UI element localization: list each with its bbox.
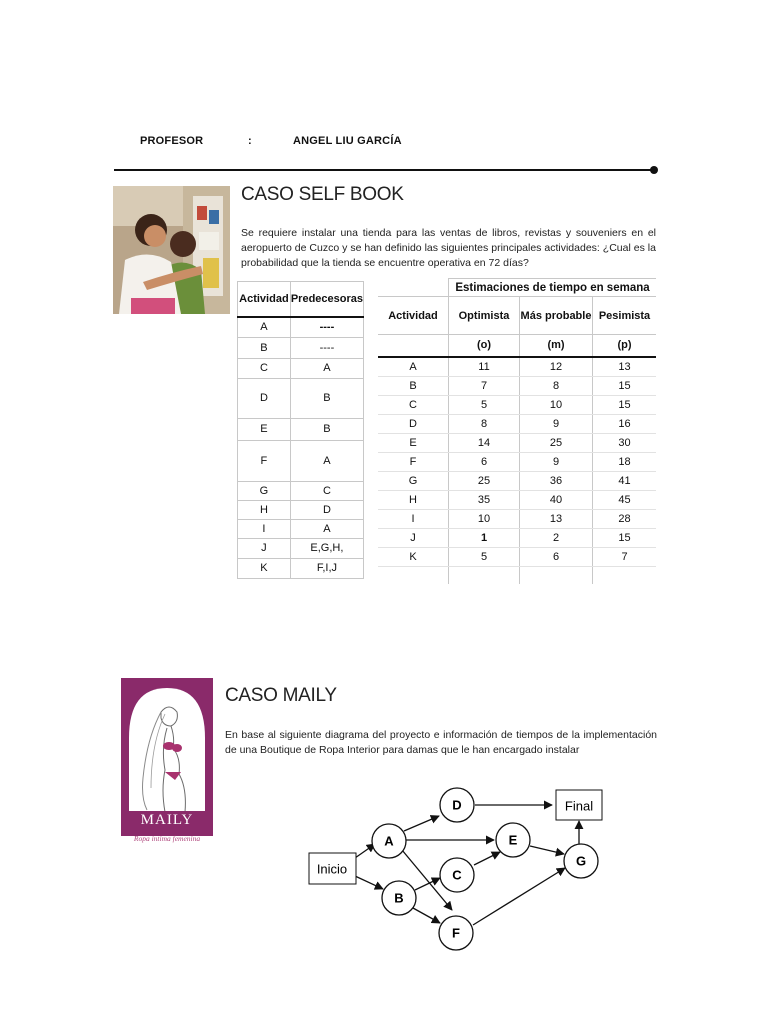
table-row <box>378 471 656 490</box>
est-cell-o: 5 <box>449 547 520 566</box>
case-maily-title: CASO MAILY <box>225 685 337 706</box>
table-row <box>378 547 656 566</box>
pred-cell-activity: B <box>238 337 291 358</box>
professor-separator: : <box>248 135 252 147</box>
maily-logo-tagline: Ropa intima femenina <box>133 834 201 843</box>
est-cell-m: 9 <box>520 414 593 433</box>
edge-b-f <box>413 908 440 923</box>
est-cell-activity: I <box>378 509 449 528</box>
est-cell-m: 40 <box>520 490 593 509</box>
pred-cell-predecessors: D <box>290 500 363 519</box>
table-row <box>378 376 656 395</box>
est-cell-activity: A <box>378 357 449 377</box>
est-cell-p: 13 <box>593 357 657 377</box>
est-subheader-m: (m) <box>520 335 593 357</box>
pred-cell-predecessors: E,G,H, <box>290 538 363 558</box>
pred-cell-activity: K <box>238 558 291 578</box>
table-row <box>238 538 364 558</box>
table-row <box>238 317 364 337</box>
edge-f-g <box>473 868 565 925</box>
edge-e-g <box>530 846 564 854</box>
pred-cell-activity: F <box>238 440 291 481</box>
case-maily-paragraph: En base al siguiente diagrama del proyecto e información de tiempos de la implementación de una Boutique de Ropa Interior para damas que le han encargado instalar <box>225 729 657 756</box>
pred-cell-predecessors: B <box>290 378 363 418</box>
node-b-label: B <box>394 890 404 906</box>
node-g-label: G <box>575 853 587 869</box>
pred-cell-predecessors: B <box>290 418 363 440</box>
est-cell-m: 36 <box>520 471 593 490</box>
node-a-label: A <box>384 833 394 849</box>
node-f <box>439 916 473 950</box>
predecessors-table <box>237 281 364 579</box>
pred-cell-activity: H <box>238 500 291 519</box>
est-cell-p: 41 <box>593 471 657 490</box>
table-row <box>238 440 364 481</box>
est-cell-p: 30 <box>593 433 657 452</box>
table-row <box>238 558 364 578</box>
pred-header-activity: Actividad <box>238 282 291 318</box>
node-a <box>372 824 406 858</box>
professor-label: PROFESOR <box>140 135 204 147</box>
est-header-optimistic: Optimista <box>449 297 520 335</box>
node-e <box>496 823 530 857</box>
edge-a-d <box>404 816 439 831</box>
est-cell-activity: H <box>378 490 449 509</box>
pred-cell-predecessors: C <box>290 481 363 500</box>
est-cell-activity: G <box>378 471 449 490</box>
node-e-label: E <box>508 832 518 848</box>
est-cell-p: 15 <box>593 395 657 414</box>
node-f-label: F <box>452 925 460 941</box>
node-b <box>382 881 416 915</box>
est-cell-p: 15 <box>593 528 657 547</box>
table-row <box>378 528 656 547</box>
est-header-most-probable: Más probable <box>520 297 593 335</box>
maily-logo <box>121 678 213 842</box>
pred-cell-predecessors: F,I,J <box>290 558 363 578</box>
est-cell-m: 10 <box>520 395 593 414</box>
est-cell-m: 25 <box>520 433 593 452</box>
est-cell-activity: E <box>378 433 449 452</box>
est-cell-activity: D <box>378 414 449 433</box>
pred-cell-predecessors: A <box>290 519 363 538</box>
case-self-book-title: CASO SELF BOOK <box>241 184 404 205</box>
pred-cell-activity: G <box>238 481 291 500</box>
node-d <box>440 788 474 822</box>
professor-name: ANGEL LIU GARCÍA <box>293 135 402 147</box>
pred-cell-activity: I <box>238 519 291 538</box>
node-c <box>440 858 474 892</box>
case-self-book-paragraph: Se requiere instalar una tienda para las ventas de libros, revistas y souveniers en el aeropuerto de Cuzco y se han definido las siguientes principales actividades: ¿Cual es la probabilidad que la tienda se encuentre operativa en 72 días? <box>241 227 656 269</box>
bookstore-photo <box>113 186 230 314</box>
pred-cell-activity: J <box>238 538 291 558</box>
table-row <box>378 490 656 509</box>
est-header-activity: Actividad <box>378 297 449 335</box>
est-subheader-o: (o) <box>449 335 520 357</box>
table-row <box>378 395 656 414</box>
pred-cell-activity: A <box>238 317 291 337</box>
maily-logo-brand: MAILY <box>140 812 194 828</box>
est-cell-m: 8 <box>520 376 593 395</box>
table-row <box>378 452 656 471</box>
est-cell-p: 45 <box>593 490 657 509</box>
table-row <box>378 357 656 377</box>
estimates-group-header: Estimaciones de tiempo en semana <box>449 279 657 297</box>
pred-header-predecessors: Predecesoras <box>290 282 363 318</box>
est-cell-p: 15 <box>593 376 657 395</box>
edge-inicio-a <box>355 844 375 858</box>
est-cell-o: 35 <box>449 490 520 509</box>
est-cell-p: 7 <box>593 547 657 566</box>
est-cell-p: 18 <box>593 452 657 471</box>
est-cell-m: 12 <box>520 357 593 377</box>
pred-cell-activity: D <box>238 378 291 418</box>
est-cell-activity: F <box>378 452 449 471</box>
node-d-label: D <box>452 797 462 813</box>
est-cell-o: 1 <box>449 528 520 547</box>
est-cell-activity: C <box>378 395 449 414</box>
est-cell-m: 13 <box>520 509 593 528</box>
pred-cell-predecessors: A <box>290 358 363 378</box>
final-label: Final <box>564 798 594 814</box>
est-cell-activity: J <box>378 528 449 547</box>
inicio-label: Inicio <box>316 861 348 877</box>
est-cell-p: 16 <box>593 414 657 433</box>
pred-cell-predecessors: A <box>290 440 363 481</box>
table-row <box>238 500 364 519</box>
est-cell-o: 14 <box>449 433 520 452</box>
header-rule-dot <box>650 166 658 174</box>
node-g <box>564 844 598 878</box>
est-cell-o: 11 <box>449 357 520 377</box>
est-cell-o: 10 <box>449 509 520 528</box>
header-rule <box>114 169 654 171</box>
pred-cell-activity: C <box>238 358 291 378</box>
table-row <box>238 481 364 500</box>
table-row <box>238 378 364 418</box>
est-cell-activity: K <box>378 547 449 566</box>
est-cell-m: 2 <box>520 528 593 547</box>
est-header-pessimistic: Pesimista <box>593 297 657 335</box>
table-row <box>238 519 364 538</box>
est-cell-activity: B <box>378 376 449 395</box>
edge-inicio-b <box>355 876 383 889</box>
est-cell-o: 6 <box>449 452 520 471</box>
table-row <box>378 566 656 584</box>
est-cell-o: 5 <box>449 395 520 414</box>
estimates-table <box>378 278 656 584</box>
est-cell-o: 25 <box>449 471 520 490</box>
est-cell-o: 7 <box>449 376 520 395</box>
node-c-label: C <box>452 867 462 883</box>
project-network-diagram <box>300 780 620 952</box>
table-row <box>378 414 656 433</box>
table-row <box>238 337 364 358</box>
table-row <box>378 509 656 528</box>
table-row <box>238 358 364 378</box>
est-cell-m: 6 <box>520 547 593 566</box>
pred-cell-predecessors: ---- <box>290 337 363 358</box>
est-cell-o: 8 <box>449 414 520 433</box>
edge-c-e <box>474 852 500 865</box>
pred-cell-activity: E <box>238 418 291 440</box>
est-subheader-p: (p) <box>593 335 657 357</box>
est-cell-m: 9 <box>520 452 593 471</box>
table-row <box>378 433 656 452</box>
est-cell-p: 28 <box>593 509 657 528</box>
pred-cell-predecessors: ---- <box>290 317 363 337</box>
table-row <box>238 418 364 440</box>
